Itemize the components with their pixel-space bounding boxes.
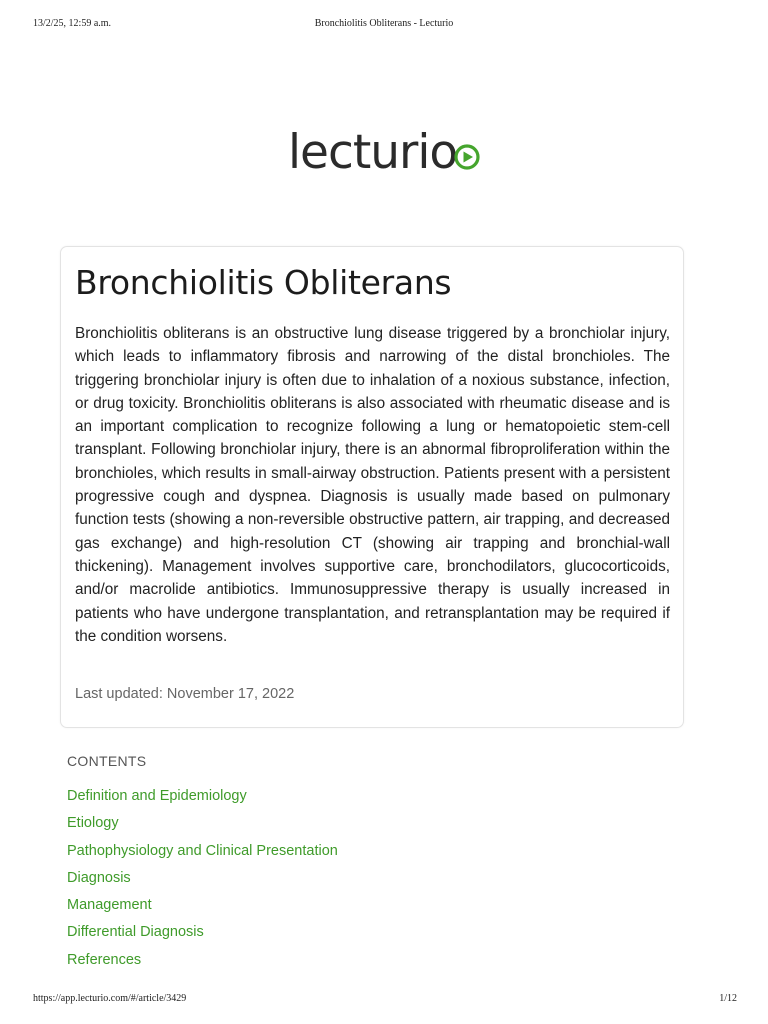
lecturio-logo[interactable] bbox=[288, 120, 482, 180]
toc-item bbox=[67, 813, 338, 840]
print-header bbox=[0, 0, 768, 40]
play-circle-icon bbox=[456, 146, 478, 168]
print-url: https://app.lecturio.com/#/article/3429 bbox=[33, 993, 187, 1004]
last-updated: Last updated: November 17, 2022 bbox=[75, 686, 295, 702]
toc-link-differential-diagnosis[interactable]: Differential Diagnosis bbox=[67, 924, 204, 941]
toc-item bbox=[67, 841, 338, 868]
toc-link-references[interactable]: References bbox=[67, 951, 142, 968]
toc-link-etiology[interactable]: Etiology bbox=[67, 815, 119, 832]
toc-item bbox=[67, 895, 338, 922]
article-summary-card bbox=[60, 246, 684, 728]
table-of-contents bbox=[67, 786, 338, 977]
toc-item bbox=[67, 922, 338, 949]
logo-wordmark-text: lecturio bbox=[288, 125, 458, 180]
toc-link-diagnosis[interactable]: Diagnosis bbox=[67, 869, 131, 886]
toc-link-pathophysiology[interactable]: Pathophysiology and Clinical Presentation bbox=[67, 842, 338, 859]
toc-item bbox=[67, 950, 338, 977]
toc-link-management[interactable]: Management bbox=[67, 897, 152, 914]
print-date: 13/2/25, 12:59 a.m. bbox=[33, 18, 112, 29]
article-title: Bronchiolitis Obliterans bbox=[75, 263, 452, 302]
toc-item bbox=[67, 786, 338, 813]
toc-item bbox=[67, 868, 338, 895]
print-footer bbox=[0, 990, 768, 1024]
toc-link-definition-and-epidemiology[interactable]: Definition and Epidemiology bbox=[67, 788, 247, 804]
contents-heading: CONTENTS bbox=[67, 753, 147, 769]
print-page-title: Bronchiolitis Obliterans - Lecturio bbox=[314, 18, 454, 29]
lecturio-wordmark bbox=[288, 120, 482, 180]
page-number: 1/12 bbox=[719, 993, 737, 1004]
article-summary: Bronchiolitis obliterans is an obstructive lung disease triggered by a bronchiolar injury, which leads to inflammatory fibrosis and narrowing of the distal bronchioles. The triggering bronchiolar injury is often due to inhalation of a noxious substance, infection, or drug toxicity. Bronchiolitis obliterans is also associated with rheumatic disease and is an important complication to recognize following a lung or hematopoietic stem-cell transplant. Following bronchiolar injury, there is an abnormal fibroproliferation within the bronchioles, which results in small-airway obstruction. Patients present with a persistent progressive cough and dyspnea. Diagnosis is usually made based on pulmonary function tests (showing a non-reversible obstructive pattern, air trapping, and decreased gas exchange) and high-resolution CT (showing air trapping and bronchial-wall thickening). Management involves supportive care, bronchodilators, glucocorticoids, and/or macrolide antibiotics. Immunosuppressive therapy is usually increased in patients who have undergone transplantation, and retransplantation may be required if the condition worsens. bbox=[75, 325, 670, 645]
